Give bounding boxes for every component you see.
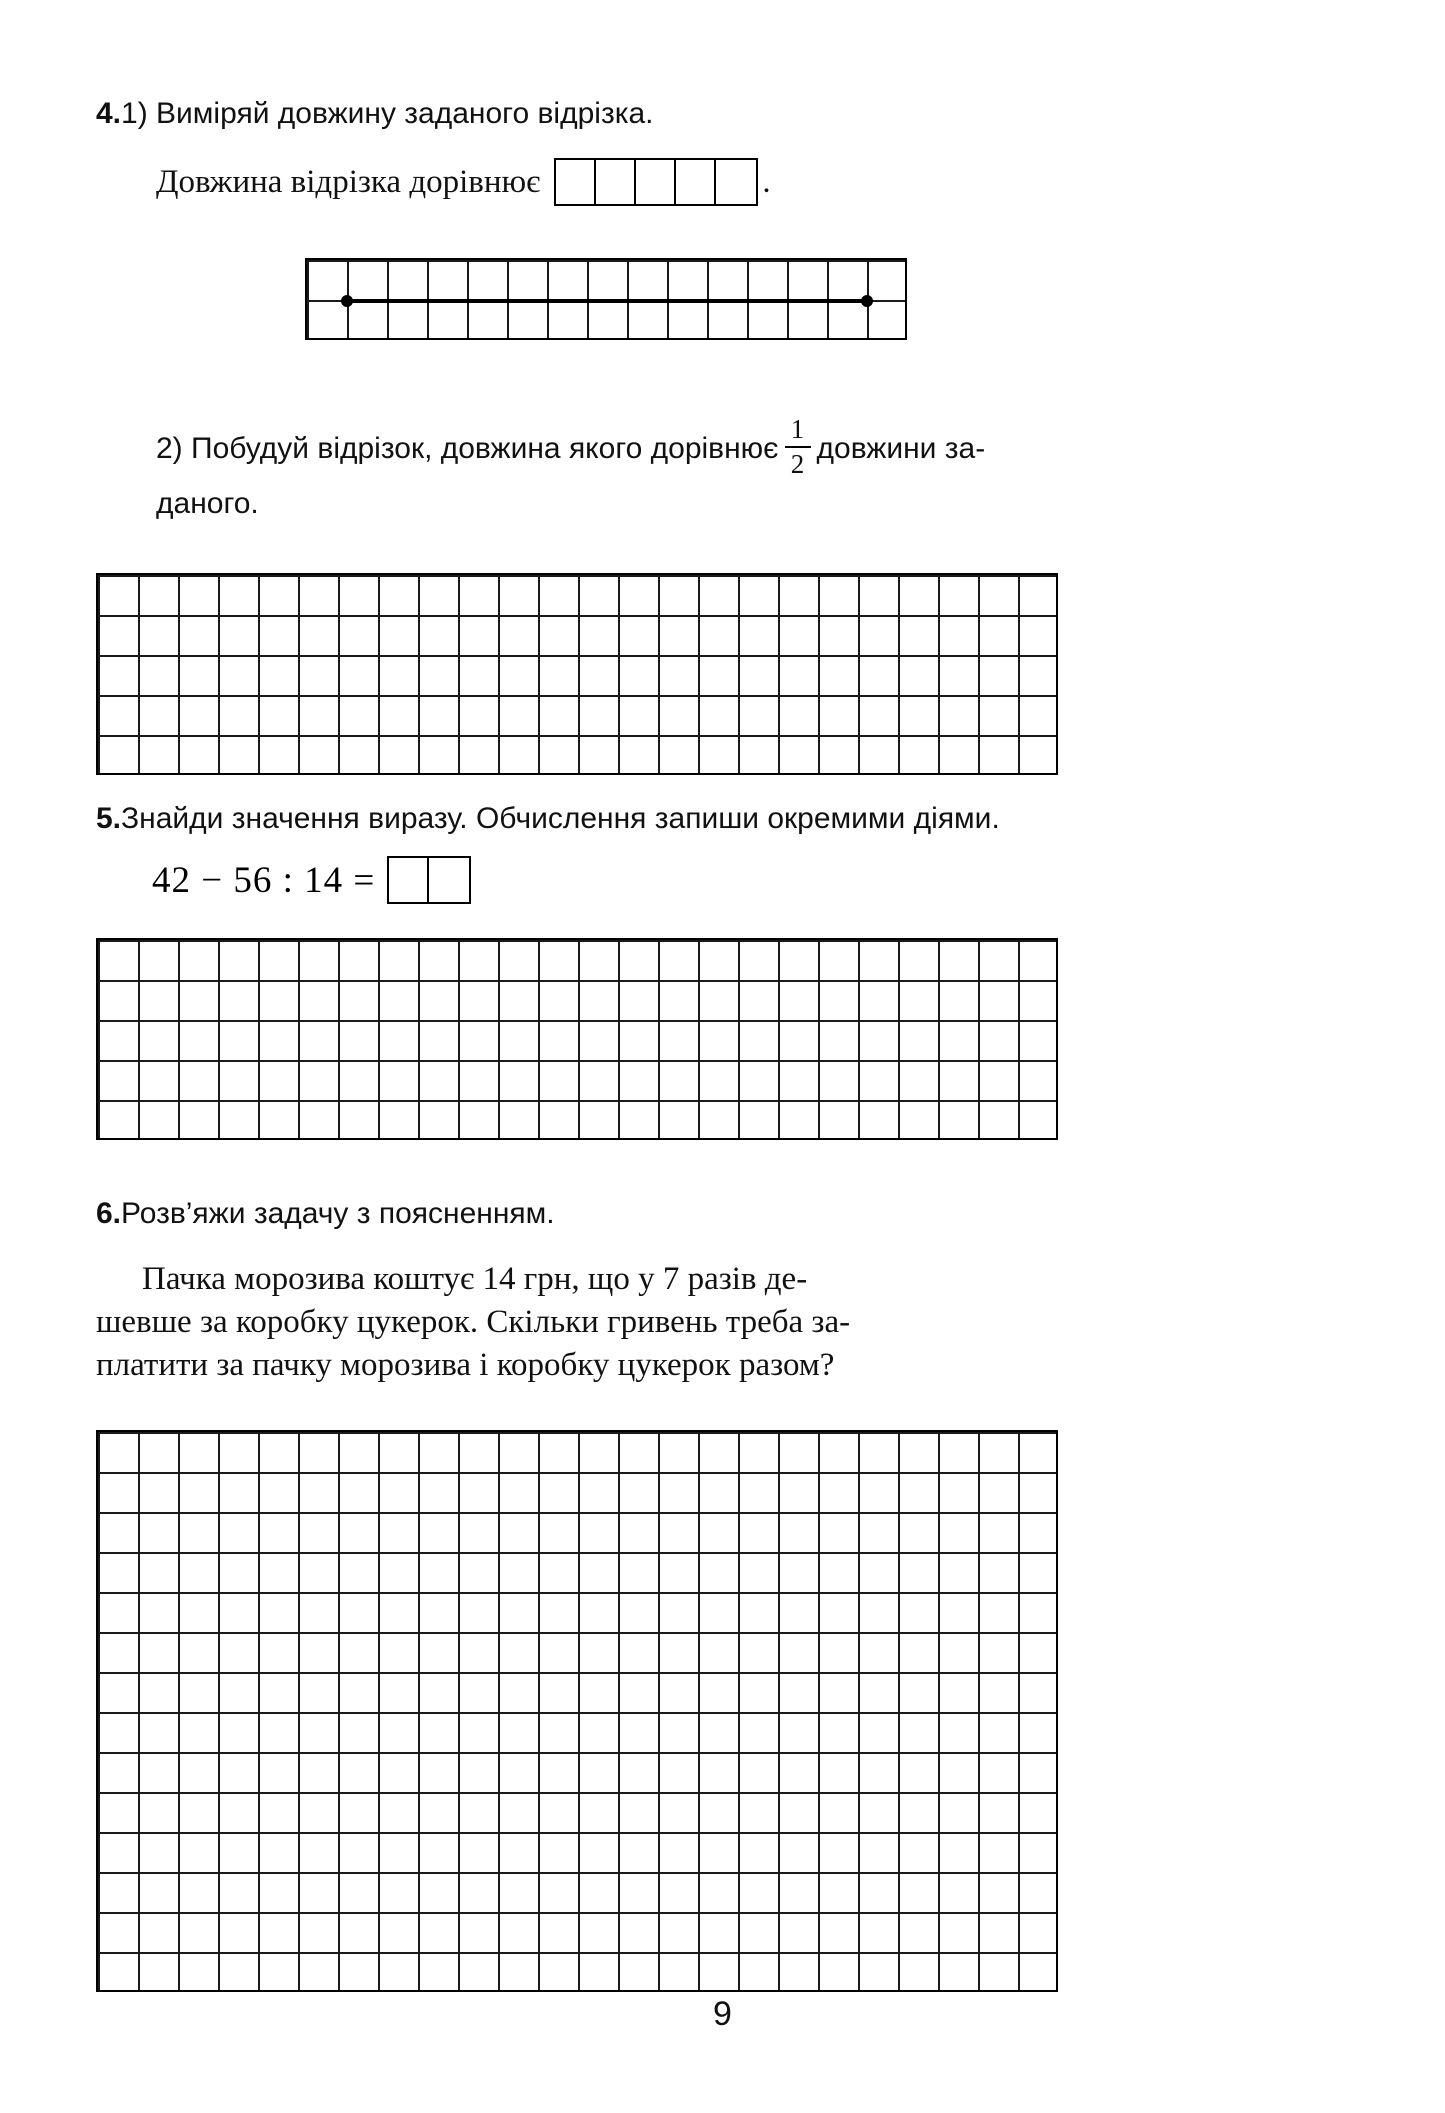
task-6-prompt: Розв’яжи задачу з поясненням.: [121, 1197, 555, 1230]
answer-cell[interactable]: [676, 160, 716, 204]
task-4-answer-period: .: [762, 163, 771, 200]
task-6-problem-text: [96, 1258, 1366, 1387]
task-4-answer-label: Довжина відрізка дорівнює: [156, 163, 541, 200]
task-6-problem-line: Пачка морозива коштує 14 грн, що у 7 разів де-: [142, 1261, 808, 1297]
task-5-heading: [96, 800, 1376, 838]
fraction-one-half: [785, 416, 811, 478]
task-4-number: 4.: [96, 97, 122, 130]
fraction-bar: [785, 446, 811, 448]
task-6-number: 6.: [96, 1197, 122, 1230]
task-4-part1-label: 1) Виміряй довжину заданого відрізка.: [121, 97, 654, 130]
measured-segment: [347, 299, 867, 303]
task-5-work-grid[interactable]: [96, 938, 1058, 1140]
task-5-number: 5.: [96, 802, 122, 835]
task-4-part2-line2: даного.: [156, 487, 259, 520]
task-4-answer-line: [156, 158, 771, 206]
task-6-problem-line: шевше за коробку цукерок. Скільки гривень треба за-: [96, 1303, 851, 1340]
segment-endpoint-right: [861, 295, 873, 307]
answer-cell[interactable]: [596, 160, 636, 204]
fraction-numerator: 1: [790, 414, 805, 444]
task-4-part2-line1: [156, 414, 1356, 480]
task-6-work-grid[interactable]: [96, 1430, 1058, 1992]
answer-cell[interactable]: [636, 160, 676, 204]
task-5-prompt: Знайди значення виразу. Обчислення запиши окремими діями.: [121, 802, 1000, 835]
answer-cell[interactable]: [716, 160, 756, 204]
task-4-answer-boxes[interactable]: [554, 158, 758, 206]
page-number: 9: [713, 1995, 732, 2033]
task-4-segment-figure: [305, 258, 907, 340]
answer-cell[interactable]: [429, 858, 469, 902]
task-4-work-grid[interactable]: [96, 573, 1058, 775]
answer-cell[interactable]: [556, 160, 596, 204]
task-6-problem-line: платити за пачку морозива і коробку цукерок разом?: [96, 1346, 835, 1383]
answer-cell[interactable]: [389, 858, 429, 902]
fraction-denominator: 2: [790, 449, 805, 479]
segment-endpoint-left: [341, 295, 353, 307]
task-5-answer-boxes[interactable]: [387, 856, 471, 904]
task-4-part2-label-after: довжини за-: [816, 432, 986, 466]
task-5-expression: 42 − 56 : 14 =: [152, 859, 376, 901]
task-6-heading: [96, 1195, 1376, 1233]
task-5-expression-line: [152, 856, 471, 904]
task-4-heading: [96, 95, 1346, 133]
task-4-part2-label-before: 2) Побудуй відрізок, довжина якого дорівнює: [156, 432, 779, 466]
